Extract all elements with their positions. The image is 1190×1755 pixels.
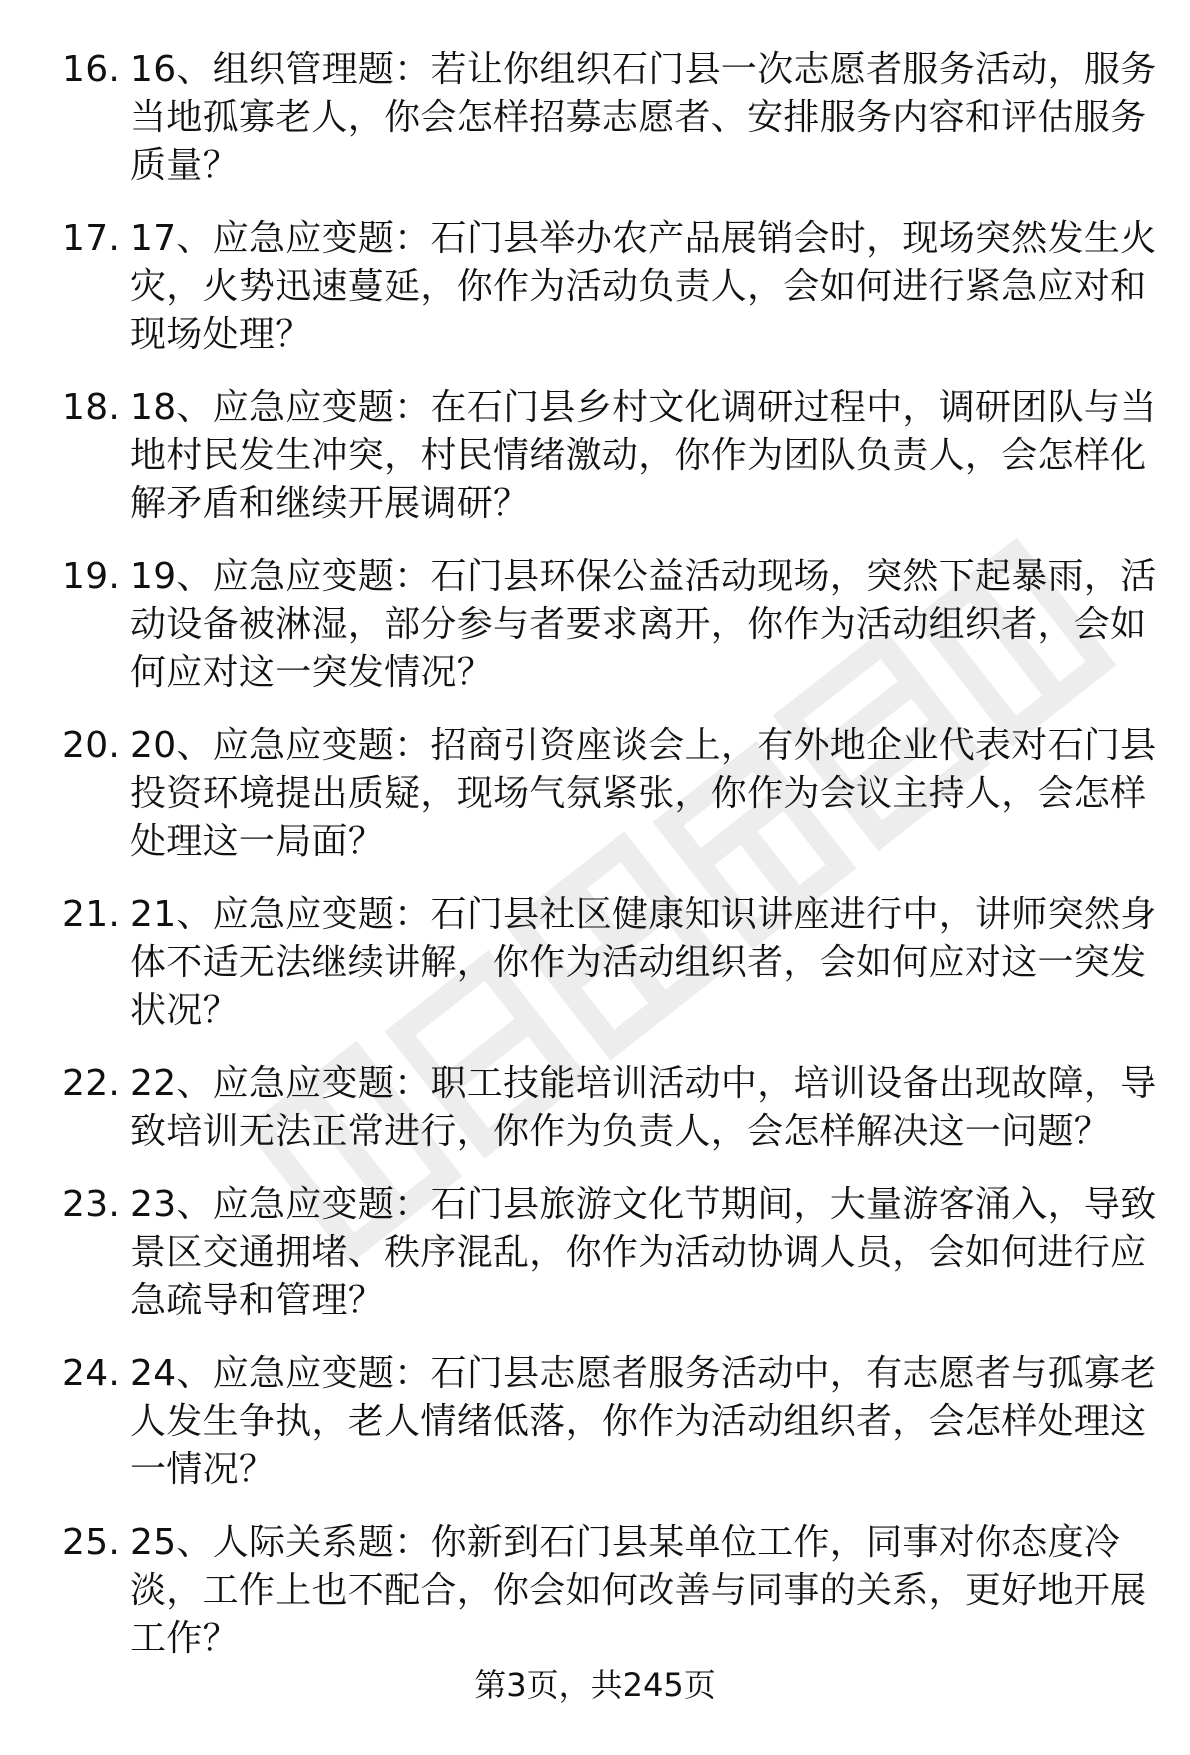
item-number: 17. xyxy=(62,218,121,259)
list-item xyxy=(62,722,1162,866)
item-text: 24、应急应变题：石门县志愿者服务活动中，有志愿者与孤寡老人发生争执，老人情绪低落，你作为活动组织者，会怎样处理这一情况？ xyxy=(130,1353,1157,1490)
page-footer: 第3页，共245页 xyxy=(474,1666,716,1704)
item-text: 17、应急应变题：石门县举办农产品展销会时，现场突然发生火灾，火势迅速蔓延，你作为活动负责人，会如何进行紧急应对和现场处理？ xyxy=(130,218,1157,355)
list-item xyxy=(62,215,1162,359)
item-text: 22、应急应变题：职工技能培训活动中，培训设备出现故障，导致培训无法正常进行，你作为负责人，会怎样解决这一问题？ xyxy=(130,1063,1157,1152)
item-number: 25. xyxy=(62,1522,121,1563)
list-item xyxy=(62,1519,1162,1663)
question-list xyxy=(62,46,1162,1688)
list-item xyxy=(62,553,1162,697)
item-text: 19、应急应变题：石门县环保公益活动现场，突然下起暴雨，活动设备被淋湿，部分参与者要求离开，你作为活动组织者，会如何应对这一突发情况？ xyxy=(130,556,1157,693)
item-number: 20. xyxy=(62,725,121,766)
item-number: 22. xyxy=(62,1063,121,1104)
item-number: 23. xyxy=(62,1184,121,1225)
list-item xyxy=(62,1181,1162,1325)
item-text: 20、应急应变题：招商引资座谈会上，有外地企业代表对石门县投资环境提出质疑，现场气氛紧张，你作为会议主持人，会怎样处理这一局面？ xyxy=(130,725,1157,862)
list-item xyxy=(62,46,1162,190)
list-item xyxy=(62,384,1162,528)
item-number: 24. xyxy=(62,1353,121,1394)
list-item xyxy=(62,1060,1162,1156)
list-item xyxy=(62,891,1162,1035)
item-number: 19. xyxy=(62,556,121,597)
item-text: 25、人际关系题：你新到石门县某单位工作，同事对你态度冷淡，工作上也不配合，你会如何改善与同事的关系，更好地开展工作？ xyxy=(130,1522,1147,1659)
item-text: 16、组织管理题：若让你组织石门县一次志愿者服务活动，服务当地孤寡老人，你会怎样招募志愿者、安排服务内容和评估服务质量？ xyxy=(130,49,1157,186)
item-text: 21、应急应变题：石门县社区健康知识讲座进行中，讲师突然身体不适无法继续讲解，你作为活动组织者，会如何应对这一突发状况？ xyxy=(130,894,1157,1031)
list-item xyxy=(62,1350,1162,1494)
item-text: 23、应急应变题：石门县旅游文化节期间，大量游客涌入，导致景区交通拥堵、秩序混乱，你作为活动协调人员，会如何进行应急疏导和管理？ xyxy=(130,1184,1157,1321)
item-text: 18、应急应变题：在石门县乡村文化调研过程中，调研团队与当地村民发生冲突，村民情绪激动，你作为团队负责人，会怎样化解矛盾和继续开展调研？ xyxy=(130,387,1157,524)
item-number: 16. xyxy=(62,49,121,90)
item-number: 21. xyxy=(62,894,121,935)
item-number: 18. xyxy=(62,387,121,428)
